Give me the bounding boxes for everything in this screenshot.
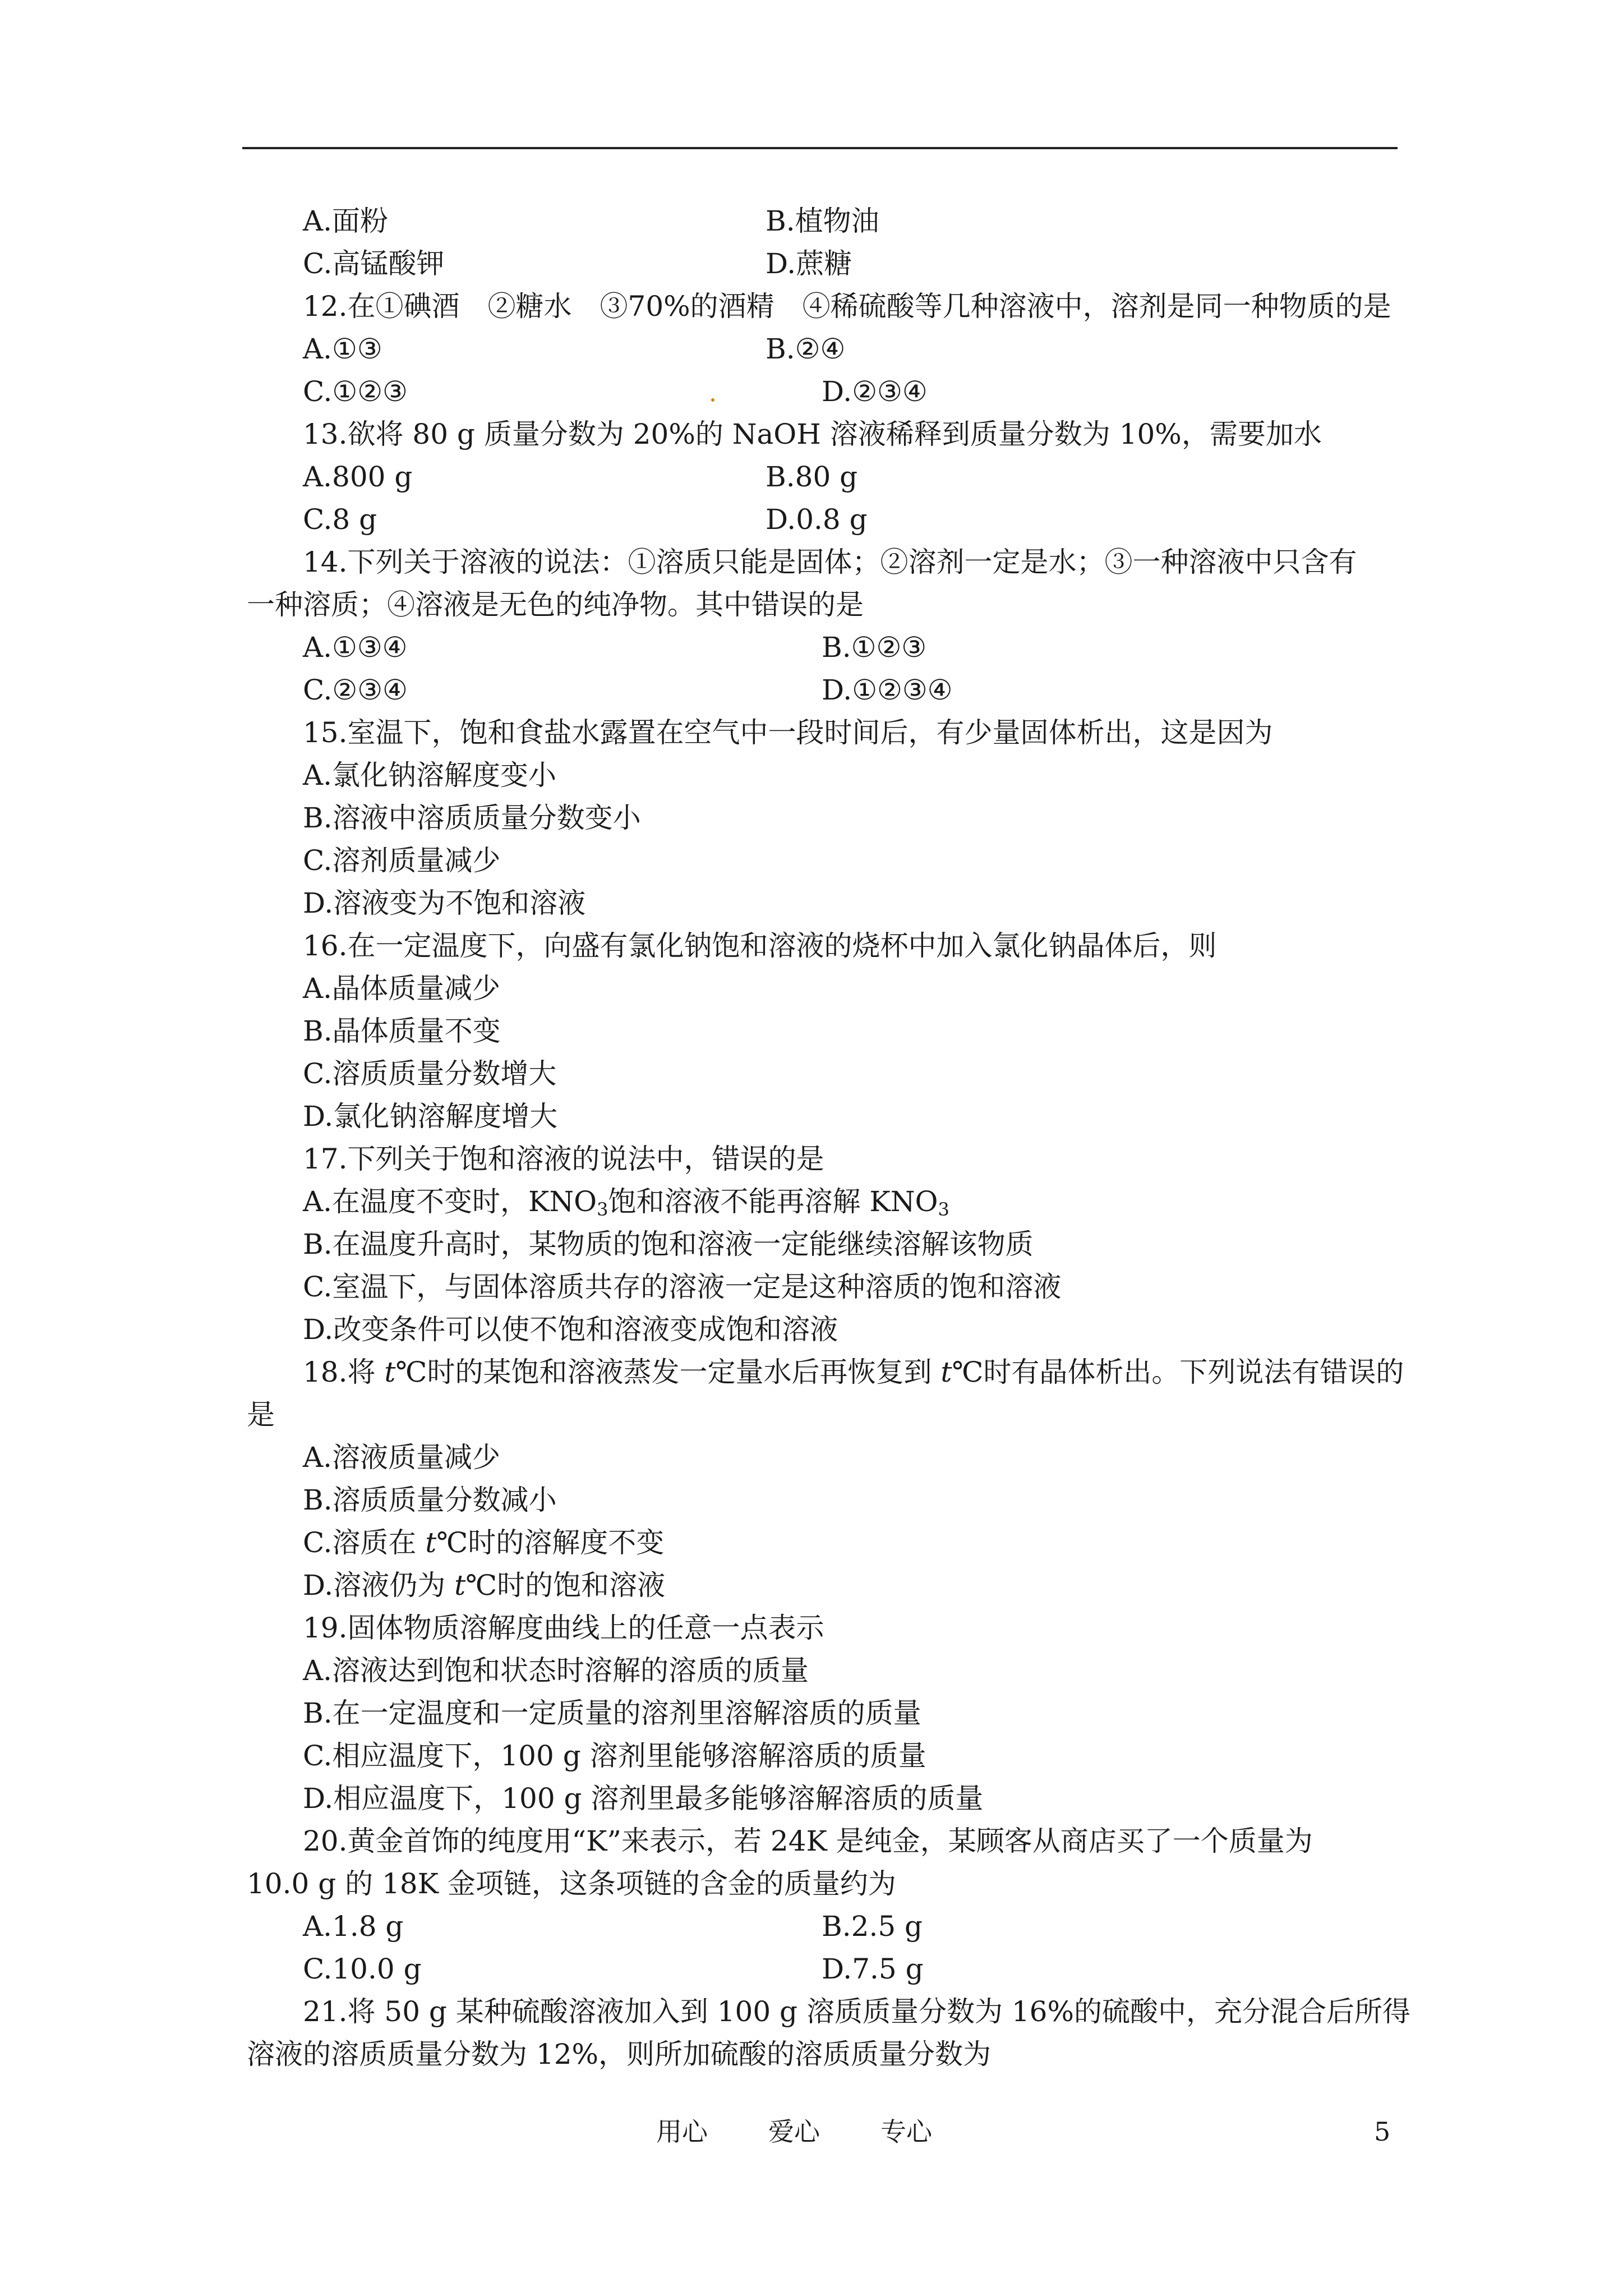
option-c-18-text-1: C.溶质在 xyxy=(303,1526,426,1559)
question-18-text-1: 18.将 xyxy=(303,1356,385,1388)
option-d-20: D.7.5 g xyxy=(822,1953,924,1985)
option-d-11: D.蔗糖 xyxy=(766,247,852,280)
option-d-12: D.②③④ xyxy=(822,375,928,408)
option-c-16: C.溶质质量分数增大 xyxy=(303,1057,557,1090)
question-16: 16.在一定温度下，向盛有氯化钠饱和溶液的烧杯中加入氯化钠晶体后，则 xyxy=(303,930,1217,962)
option-d-15: D.溶液变为不饱和溶液 xyxy=(303,887,586,919)
option-d-18 xyxy=(303,1564,665,1607)
subscript-3: 3 xyxy=(938,1199,949,1220)
temperature-symbol: t xyxy=(425,1526,437,1559)
footer-motto-1: 用心 xyxy=(656,2116,708,2147)
option-d-18-text-1: D.溶液仍为 xyxy=(303,1569,455,1602)
option-a-17-text-1: A.在温度不变时，KNO xyxy=(303,1185,597,1218)
page-number: 5 xyxy=(1374,2116,1391,2147)
option-a-20: A.1.8 g xyxy=(303,1910,404,1943)
footer-motto-3: 专心 xyxy=(880,2116,932,2147)
option-c-18 xyxy=(303,1521,664,1564)
option-d-13: D.0.8 g xyxy=(766,503,868,536)
option-d-17: D.改变条件可以使不饱和溶液变成饱和溶液 xyxy=(303,1313,838,1346)
option-a-14: A.①③④ xyxy=(303,631,408,664)
option-b-18: B.溶质质量分数减小 xyxy=(303,1484,557,1516)
question-20: 20.黄金首饰的纯度用“K”来表示，若 24K 是纯金，某顾客从商店买了一个质量为 xyxy=(303,1825,1313,1857)
option-b-12: B.②④ xyxy=(766,333,846,365)
option-d-19: D.相应温度下，100 g 溶剂里最多能够溶解溶质的质量 xyxy=(303,1782,984,1815)
option-a-11: A.面粉 xyxy=(303,205,389,237)
temperature-symbol: t xyxy=(384,1356,396,1388)
question-17: 17.下列关于饱和溶液的说法中，错误的是 xyxy=(303,1143,824,1175)
option-b-11: B.植物油 xyxy=(766,205,879,237)
stray-mark xyxy=(711,398,714,402)
option-b-19: B.在一定温度和一定质量的溶剂里溶解溶质的质量 xyxy=(303,1697,921,1729)
option-a-15: A.氯化钠溶解度变小 xyxy=(303,759,557,792)
option-b-15: B.溶液中溶质质量分数变小 xyxy=(303,802,641,834)
question-18 xyxy=(303,1351,1404,1393)
option-a-17-text-2: 饱和溶液不能再溶解 KNO xyxy=(608,1185,938,1218)
option-b-20: B.2.5 g xyxy=(822,1910,923,1943)
question-21: 21.将 50 g 某种硫酸溶液加入到 100 g 溶质质量分数为 16%的硫酸中，充分混合后所得 xyxy=(303,1995,1410,2028)
option-c-13: C.8 g xyxy=(303,503,377,536)
question-20-cont: 10.0 g 的 18K 金项链，这条项链的含金的质量约为 xyxy=(247,1867,896,1900)
question-18-cont: 是 xyxy=(247,1398,275,1431)
temperature-symbol: t xyxy=(454,1569,466,1602)
question-15: 15.室温下，饱和食盐水露置在空气中一段时间后，有少量固体析出，这是因为 xyxy=(303,716,1273,749)
question-14-cont: 一种溶质；④溶液是无色的纯净物。其中错误的是 xyxy=(247,588,864,621)
question-19: 19.固体物质溶解度曲线上的任意一点表示 xyxy=(303,1612,824,1644)
question-14: 14.下列关于溶液的说法：①溶质只能是固体；②溶剂一定是水；③一种溶液中只含有 xyxy=(303,546,1357,578)
option-c-12: C.①②③ xyxy=(303,375,408,408)
option-a-18: A.溶液质量减少 xyxy=(303,1441,501,1474)
option-a-19: A.溶液达到饱和状态时溶解的溶质的质量 xyxy=(303,1654,809,1687)
header-rule xyxy=(242,147,1398,149)
option-d-14: D.①②③④ xyxy=(822,674,953,706)
option-b-16: B.晶体质量不变 xyxy=(303,1015,501,1047)
option-b-17: B.在温度升高时，某物质的饱和溶液一定能继续溶解该物质 xyxy=(303,1228,1034,1260)
option-b-14: B.①②③ xyxy=(822,631,927,664)
subscript-3: 3 xyxy=(597,1199,608,1220)
question-13: 13.欲将 80 g 质量分数为 20%的 NaOH 溶液稀释到质量分数为 10%，需要加水 xyxy=(303,418,1322,450)
option-c-17: C.室温下，与固体溶质共存的溶液一定是这种溶质的饱和溶液 xyxy=(303,1271,1062,1303)
option-a-17 xyxy=(303,1180,949,1223)
question-12: 12.在①碘酒 ②糖水 ③70%的酒精 ④稀硫酸等几种溶液中，溶剂是同一种物质的是 xyxy=(303,290,1391,323)
option-c-19: C.相应温度下，100 g 溶剂里能够溶解溶质的质量 xyxy=(303,1740,926,1772)
option-d-18-text-2: ℃时的饱和溶液 xyxy=(465,1569,666,1602)
option-b-13: B.80 g xyxy=(766,461,858,493)
question-18-text-2: ℃时的某饱和溶液蒸发一定量水后再恢复到 xyxy=(395,1356,941,1388)
question-18-text-3: ℃时有晶体析出。下列说法有错误的 xyxy=(952,1356,1404,1388)
option-c-11: C.高锰酸钾 xyxy=(303,247,445,280)
option-c-20: C.10.0 g xyxy=(303,1953,422,1985)
option-c-14: C.②③④ xyxy=(303,674,408,706)
option-a-16: A.晶体质量减少 xyxy=(303,972,501,1005)
question-21-cont: 溶液的溶质质量分数为 12%，则所加硫酸的溶质质量分数为 xyxy=(247,2038,992,2070)
footer-motto-2: 爱心 xyxy=(768,2116,820,2147)
temperature-symbol: t xyxy=(940,1356,952,1388)
option-c-18-text-2: ℃时的溶解度不变 xyxy=(436,1526,665,1559)
option-a-13: A.800 g xyxy=(303,461,413,493)
option-c-15: C.溶剂质量减少 xyxy=(303,844,501,877)
option-d-16: D.氯化钠溶解度增大 xyxy=(303,1100,558,1133)
option-a-12: A.①③ xyxy=(303,333,382,365)
